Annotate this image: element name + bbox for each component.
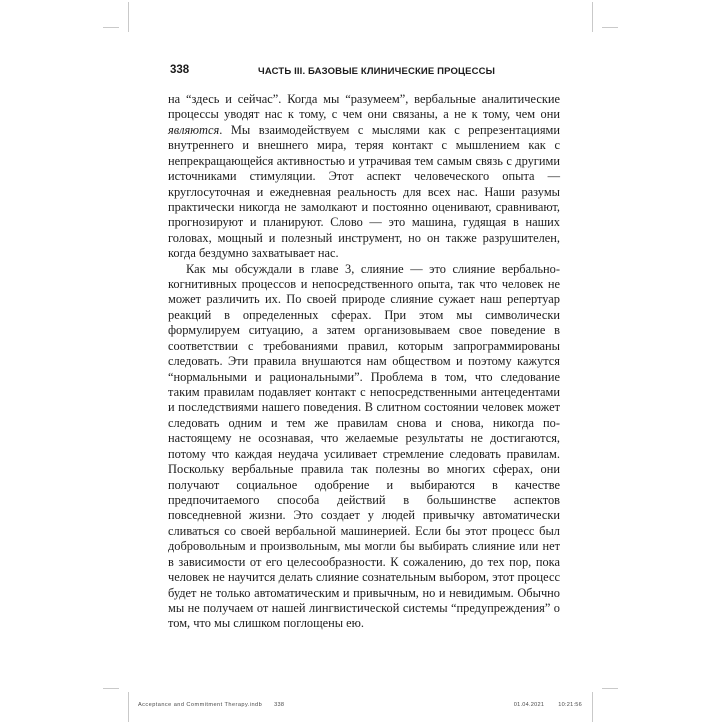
running-head [170, 64, 560, 78]
crop-mark-bottom-left-vertical [128, 692, 129, 722]
paragraph-continued [168, 92, 560, 262]
body-text-column [168, 92, 560, 632]
page-number: 338 [170, 64, 190, 76]
footer-date: 01.04.2021 [513, 702, 545, 708]
crop-mark-top-left-horizontal [103, 27, 119, 28]
paragraph-1-emphasis: являются [168, 122, 220, 137]
footer-time: 10:21:56 [558, 702, 582, 708]
paragraph-1-text-after-italic: . Мы взаимодействуем с мыслями как с репрезентациями внутреннего и внешнего мира, теряя контакт с мышлением как с непрекращающейся активностью и утрачивая тем самым связь с другими источниками стимуляции. Этот аспект человеческого опыта — круглосуточная и ежедневная реальность для всех нас. Наши разумы практически никогда не замолкают и постоянно оценивают, сравнивают, прогнозируют и планируют. Слово — это машина, гудящая в наших головах, мощный и полезный инструмент, но он также разрушителен, когда бездумно захватывает нас. [168, 122, 560, 261]
footer-left-group [138, 702, 284, 708]
crop-mark-top-right-horizontal [602, 27, 618, 28]
footer-page-marker: 338 [274, 702, 285, 708]
footer-right-group [514, 702, 582, 708]
crop-mark-top-left-vertical [128, 2, 129, 32]
print-footer [138, 702, 582, 714]
crop-mark-bottom-right-horizontal [602, 688, 618, 689]
crop-mark-bottom-right-vertical [592, 692, 593, 722]
running-head-title: ЧАСТЬ III. БАЗОВЫЕ КЛИНИЧЕСКИЕ ПРОЦЕССЫ [258, 65, 496, 77]
paragraph-2: Как мы обсуждали в главе 3, слияние — это слияние вербально-когнитивных процессов и непосредственного опыта, так что человек не может различить их. По своей природе слияние сужает наш репертуар реакций в определенных сферах. При этом мы символически формулируем ситуацию, а затем организовываем свое поведение в соответствии с требованиями правил, которым запрограммированы следовать. Эти правила внушаются нам обществом и поэтому кажутся “нормальными и рациональными”. Проблема в том, что следование таким правилам подавляет контакт с непосредственными антецедентами и последствиями нашего поведения. В слитном состоянии человек может следовать одним и тем же правилам снова и снова, никогда по-настоящему не осознавая, что желаемые результаты не достигаются, потому что каждая неудача усиливает стремление следовать правилам. Поскольку вербальные правила так полезны во многих сферах, они получают социальное одобрение и выбираются в качестве предпочитаемого способа действий в большинстве аспектов повседневной жизни. Это создает у людей привычку автоматически сливаться со своей вербальной машинерией. Если бы этот процесс был добровольным и произвольным, мы могли бы выбирать слияние или нет в зависимости от его целесообразности. К сожалению, до тех пор, пока человек не научится делать слияние сознательным выбором, этот процесс будет не только автоматическим и привычным, но и невидимым. Обычно мы не получаем от нашей лингвистической системы “предупреждения” о том, что мы слишком поглощены ею. [168, 261, 560, 631]
crop-mark-bottom-left-horizontal [103, 688, 119, 689]
crop-mark-top-right-vertical [592, 2, 593, 32]
footer-file-name: Acceptance and Commitment Therapy.indb [138, 702, 263, 708]
paragraph-1-text-before-italic: на “здесь и сейчас”. Когда мы “разумеем”, вербальные аналитические процессы уводят нас к тому, с чем они связаны, а не к тому, чем они [168, 92, 560, 122]
